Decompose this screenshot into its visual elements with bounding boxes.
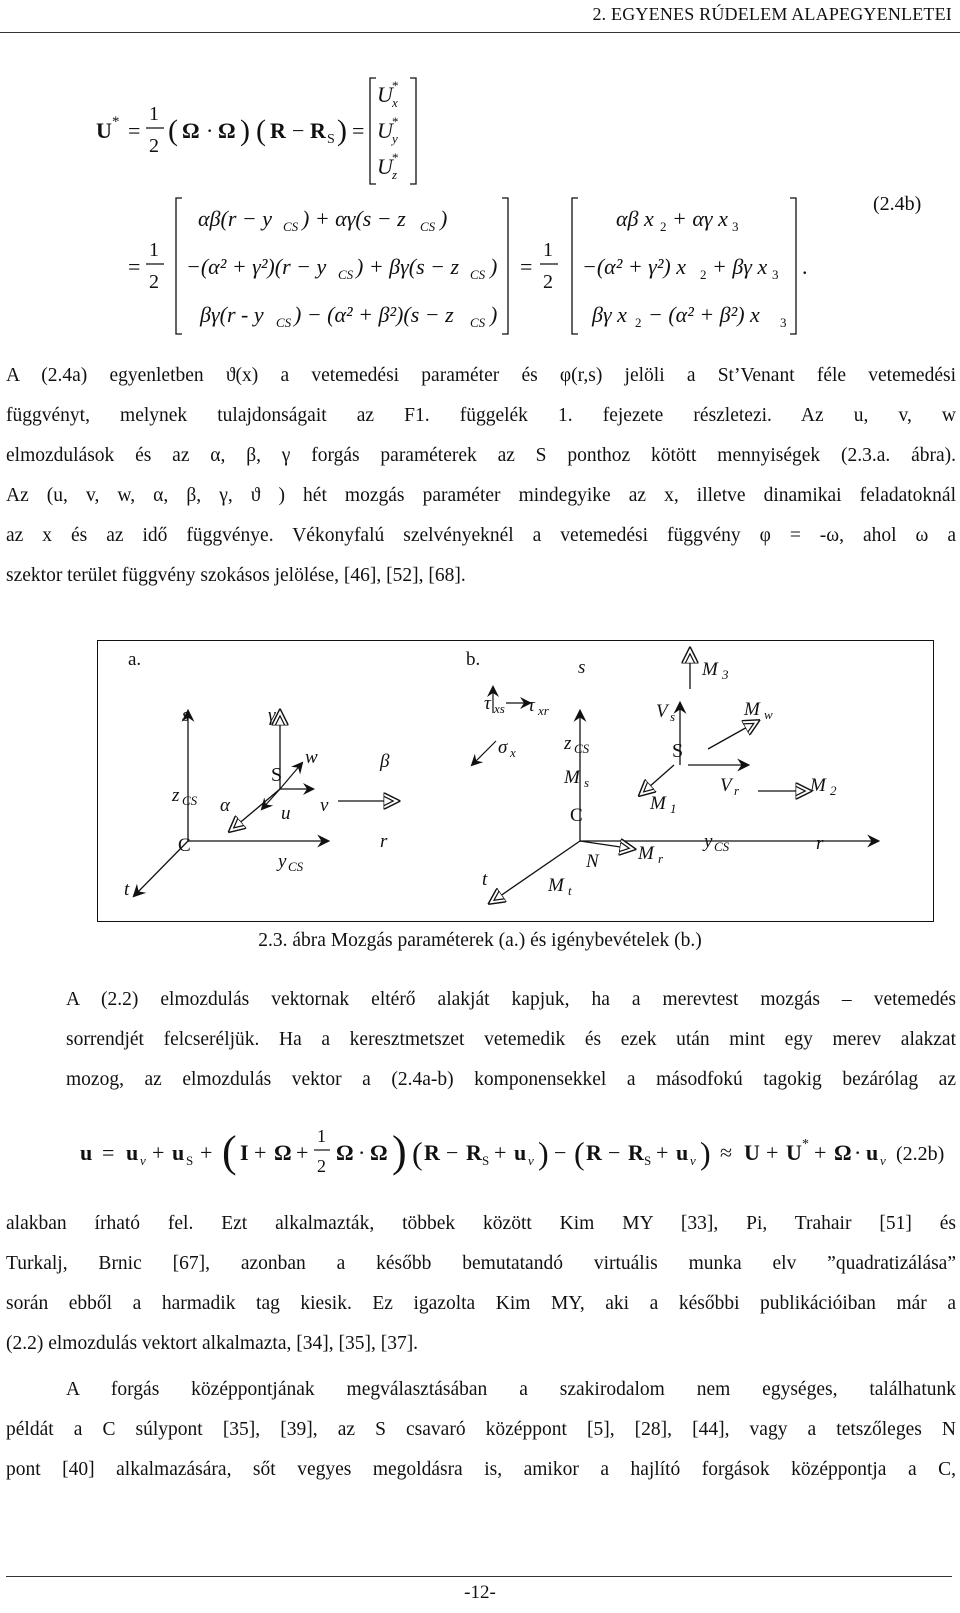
paragraph-1-line-3: elmozdulások és az α, β, γ forgás paraméterek az S ponthoz kötött mennyiségek (2.3.a. ábra).: [6, 445, 956, 466]
svg-text:CS: CS: [182, 793, 198, 808]
svg-text:V: V: [656, 701, 668, 722]
panel-b-axis-t: [490, 841, 580, 903]
svg-text:(: (: [574, 1135, 585, 1171]
panel-a-s: s: [182, 705, 190, 726]
svg-text:s: s: [584, 775, 590, 790]
svg-text:C: C: [178, 835, 191, 856]
svg-text:=: =: [102, 1140, 115, 1165]
svg-text:+: +: [200, 1140, 213, 1165]
paragraph-4: [6, 1370, 956, 1490]
eq1-rs: R: [310, 118, 326, 143]
svg-text:− (α² + β²) x: − (α² + β²) x: [648, 302, 760, 327]
svg-text:z: z: [392, 167, 398, 182]
running-header: [0, 0, 960, 34]
svg-text:t: t: [482, 869, 488, 890]
svg-text:·: ·: [358, 1140, 366, 1165]
paragraph-3: [6, 1204, 956, 1364]
eq1-equals-3: =: [128, 254, 141, 279]
panel-a-rot-alpha: [230, 789, 280, 831]
svg-text:1: 1: [149, 239, 159, 261]
svg-text:s: s: [670, 709, 676, 724]
svg-text:z: z: [172, 785, 180, 806]
svg-text:t: t: [568, 883, 572, 898]
svg-text:V: V: [720, 775, 732, 796]
svg-text:y: y: [392, 131, 398, 146]
svg-text:CS: CS: [470, 315, 486, 330]
svg-text:+: +: [152, 1140, 165, 1165]
svg-text:M: M: [744, 699, 760, 720]
svg-text:+: +: [766, 1140, 779, 1165]
eq1-gen-row2: −(α² + γ²)(r − y: [186, 254, 327, 279]
eq1-paren-close: ): [240, 114, 250, 147]
eq1-uz: U: [377, 154, 393, 179]
svg-text:xr: xr: [538, 703, 549, 718]
eq1-uy: U: [377, 118, 393, 143]
svg-text:2: 2: [317, 1156, 326, 1176]
paragraph-4-line-1: A forgás középpontjának megválasztásában a szakirodalom nem egységes, találhatunk: [66, 1379, 956, 1400]
eq1-lhs-u: U: [96, 118, 112, 143]
figure-2-3-svg: [98, 641, 932, 920]
svg-text:u: u: [676, 1140, 689, 1165]
panel-a-disp-w: [280, 763, 302, 789]
svg-text:τ: τ: [528, 695, 535, 716]
header-rule: [0, 32, 960, 33]
svg-text:u: u: [866, 1140, 879, 1165]
svg-text:+ βγ x: + βγ x: [712, 254, 768, 279]
svg-text:u: u: [514, 1140, 527, 1165]
paragraph-3-line-3: során ebből a harmadik tag kiesik. Ez igazolta Kim MY, aki a későbbi publikációiban már a: [6, 1293, 956, 1314]
figure-caption: 2.3. ábra Mozgás paraméterek (a.) és igénybevételek (b.): [258, 930, 702, 951]
svg-text:S: S: [186, 1153, 194, 1168]
eq1-omega-2: Ω: [218, 118, 236, 143]
eq1-equals-1: =: [128, 118, 141, 143]
svg-text:): ): [700, 1135, 711, 1171]
eq2-label: (2.2b): [896, 1143, 945, 1165]
svg-text:+: +: [656, 1140, 669, 1165]
svg-text:Ω: Ω: [336, 1140, 354, 1165]
eq1-ux: U: [377, 82, 393, 107]
svg-text:xs: xs: [494, 701, 505, 716]
svg-text:R: R: [466, 1140, 482, 1165]
svg-text:2: 2: [149, 271, 159, 293]
page-number: -12-: [464, 1582, 496, 1603]
figure-2-3: [97, 640, 934, 922]
svg-text:(: (: [412, 1135, 423, 1171]
svg-text:CS: CS: [714, 839, 730, 854]
svg-text:): ): [490, 302, 498, 327]
eq1-dot: ·: [206, 118, 214, 143]
svg-text:≈: ≈: [720, 1140, 733, 1165]
svg-text:R: R: [586, 1140, 602, 1165]
svg-text:I: I: [240, 1140, 249, 1165]
svg-text:w: w: [305, 747, 318, 768]
svg-text:S: S: [482, 1153, 490, 1168]
svg-text:u: u: [281, 803, 291, 824]
svg-text:u: u: [172, 1140, 185, 1165]
svg-text:z: z: [564, 733, 572, 754]
svg-text:) + βγ(s − z: ) + βγ(s − z: [356, 254, 460, 279]
svg-text:Ω: Ω: [274, 1140, 292, 1165]
svg-text:2: 2: [830, 783, 837, 798]
eq1-equals-2: =: [352, 118, 365, 143]
eq1-half-num: 1: [149, 103, 159, 125]
svg-text:−: −: [554, 1140, 567, 1165]
paragraph-1: [6, 356, 956, 596]
svg-text:R: R: [424, 1140, 440, 1165]
running-title: 2. EGYENES RÚDELEM ALAPEGYENLETEI: [592, 4, 952, 24]
eq1-label: (2.4b): [873, 193, 922, 215]
svg-text:C: C: [570, 805, 583, 826]
svg-text:S: S: [672, 740, 684, 762]
svg-text:1: 1: [317, 1126, 326, 1146]
svg-text:CS: CS: [338, 267, 354, 282]
equation-2-4b-svg: [90, 74, 950, 354]
svg-text:y: y: [704, 831, 713, 852]
svg-text:CS: CS: [574, 741, 590, 756]
svg-text:−: −: [446, 1140, 459, 1165]
svg-text:M: M: [638, 843, 654, 864]
svg-text:*: *: [392, 78, 399, 93]
svg-text:r: r: [380, 831, 388, 852]
svg-text:): ): [392, 1127, 407, 1176]
svg-text:3: 3: [772, 267, 779, 282]
eq1-paren-open: (: [168, 114, 178, 147]
svg-text:M: M: [548, 875, 564, 896]
svg-text:x: x: [510, 745, 516, 760]
svg-text:S: S: [644, 1153, 652, 1168]
paragraph-3-line-2: Turkalj, Brnic [67], azonban a később bemutatandó virtuális munka elv ”quadratizálása”: [6, 1253, 956, 1274]
eq1-half-den: 2: [149, 135, 159, 157]
svg-text:): ): [538, 1135, 549, 1171]
svg-text:v: v: [880, 1153, 886, 1168]
svg-text:α: α: [220, 795, 230, 816]
paragraph-1-line-4: Az (u, v, w, α, β, γ, ϑ ) hét mozgás paraméter mindegyike az x, illetve dinamikai feladatoknál: [6, 485, 956, 506]
svg-text:r: r: [816, 833, 824, 854]
equation-2-4b: [90, 74, 950, 354]
eq1-lhs-star: *: [112, 114, 120, 130]
paragraph-3-line-1: alakban írható fel. Ezt alkalmazták, többek között Kim MY [33], Pi, Trahair [51] és: [6, 1213, 956, 1234]
svg-text:Ω: Ω: [834, 1140, 852, 1165]
svg-text:−: −: [608, 1140, 621, 1165]
panel-b-label: b.: [466, 649, 481, 670]
svg-text:+: +: [296, 1140, 309, 1165]
paragraph-3-line-4: (2.2) elmozdulás vektort alkalmazta, [34], [35], [37].: [6, 1333, 419, 1354]
svg-text:y: y: [278, 851, 287, 872]
svg-text:M: M: [650, 793, 666, 814]
svg-text:(: (: [222, 1127, 237, 1176]
svg-text:3: 3: [722, 667, 729, 682]
svg-text:Ω: Ω: [370, 1140, 388, 1165]
svg-text:3: 3: [780, 315, 787, 330]
svg-text:1: 1: [670, 801, 677, 816]
svg-text:2: 2: [635, 315, 642, 330]
paragraph-1-line-5: az x és az idő függvénye. Vékonyfalú szelvényeknél a vetemedési függvény φ = -ω, ahol ω a: [6, 525, 956, 546]
panel-a-label: a.: [128, 649, 142, 670]
svg-text:+: +: [254, 1140, 267, 1165]
eq1-paren-close-2: ): [337, 114, 347, 147]
paragraph-2-line-1: A (2.2) elmozdulás vektornak eltérő alakját kapjuk, ha a merevtest mozgás – vetemedés: [66, 989, 956, 1010]
paragraph-1-line-1: A (2.4a) egyenletben ϑ(x) a vetemedési paraméter és φ(r,s) jelöli a St’Venant féle vetemedési: [6, 365, 956, 386]
eq1-gen-row1: αβ(r − y: [198, 206, 273, 231]
svg-text:β: β: [380, 751, 390, 772]
eq1-rs-sub: S: [327, 132, 335, 147]
paragraph-1-line-6: szektor terület függvény szokásos jelölése, [46], [52], [68].: [6, 565, 466, 586]
svg-text:M: M: [702, 659, 718, 680]
svg-text:w: w: [764, 707, 773, 722]
svg-text:) − (α² + β²)(s − z: ) − (α² + β²)(s − z: [294, 302, 454, 327]
svg-text:CS: CS: [288, 859, 304, 874]
svg-text:*: *: [802, 1137, 809, 1152]
eq1-r: R: [270, 118, 286, 143]
svg-text:τ: τ: [484, 693, 491, 714]
svg-text:N: N: [586, 851, 599, 872]
svg-text:CS: CS: [420, 219, 436, 234]
svg-text:u: u: [126, 1140, 139, 1165]
svg-text:r: r: [734, 783, 740, 798]
svg-text:v: v: [528, 1153, 534, 1168]
svg-text:): ): [440, 206, 448, 231]
svg-text:s: s: [578, 657, 586, 678]
svg-text:U: U: [744, 1140, 760, 1165]
svg-text:M: M: [564, 767, 580, 788]
eq1-spec-row2: −(α² + γ²) x: [582, 254, 687, 279]
paragraph-4-line-2: példát a C súlypont [35], [39], az S csavaró középpont [5], [28], [44], vagy a tetszőleges N: [6, 1419, 956, 1440]
svg-text:.: .: [802, 254, 808, 279]
paragraph-2: [6, 980, 956, 1100]
eq1-minus: −: [292, 118, 305, 143]
paragraph-2-line-2: sorrendjét felcseréljük. Ha a keresztmetszet vetemedik és ezek után mint egy merev alakzat: [66, 1029, 956, 1050]
svg-text:t: t: [124, 879, 130, 900]
svg-text:M: M: [810, 775, 826, 796]
svg-text:2: 2: [660, 219, 667, 234]
svg-text:): ): [490, 254, 498, 279]
paragraph-2-line-3: mozog, az elmozdulás vektor a (2.4a-b) komponensekkel a másodfokú tagokig bezárólag az: [66, 1069, 956, 1090]
eq1-spec-row3: βγ x: [592, 302, 627, 327]
svg-text:γ: γ: [268, 705, 276, 726]
svg-text:2: 2: [543, 271, 553, 293]
svg-text:+ αγ x: + αγ x: [672, 206, 728, 231]
svg-text:x: x: [392, 95, 398, 110]
svg-text:+: +: [494, 1140, 507, 1165]
svg-text:CS: CS: [470, 267, 486, 282]
svg-text:v: v: [690, 1153, 696, 1168]
svg-text:S: S: [271, 764, 283, 786]
eq1-gen-row3: βγ(r - y: [200, 302, 264, 327]
svg-text:r: r: [658, 851, 664, 866]
svg-text:CS: CS: [276, 315, 292, 330]
equation-2-2b: [80, 1118, 950, 1208]
svg-text:R: R: [628, 1140, 644, 1165]
svg-text:=: =: [520, 254, 533, 279]
eq1-omega-1: Ω: [182, 118, 200, 143]
svg-text:2: 2: [700, 267, 707, 282]
svg-text:v: v: [140, 1153, 146, 1168]
svg-text:CS: CS: [283, 219, 299, 234]
eq1-spec-row1: αβ x: [616, 206, 654, 231]
paragraph-4-line-3: pont [40] alkalmazására, sőt vegyes megoldásra is, amikor a hajlító forgások középpontja a C,: [6, 1459, 956, 1480]
svg-text:) + αγ(s − z: ) + αγ(s − z: [302, 206, 406, 231]
svg-text:σ: σ: [498, 737, 508, 758]
svg-text:+: +: [814, 1140, 827, 1165]
svg-text:*: *: [392, 114, 399, 129]
paragraph-1-line-2: függvényt, melynek tulajdonságait az F1. függelék 1. fejezete részletezi. Az u, v, w: [6, 405, 956, 426]
svg-text:*: *: [392, 150, 399, 165]
svg-text:1: 1: [543, 239, 553, 261]
svg-text:3: 3: [732, 219, 739, 234]
eq1-paren-open-2: (: [256, 114, 266, 147]
svg-text:·: ·: [854, 1140, 862, 1165]
svg-text:U: U: [786, 1140, 802, 1165]
panel-a-disp-u: [262, 789, 280, 809]
svg-text:v: v: [320, 795, 329, 816]
footer-rule: [6, 1576, 952, 1577]
equation-2-2b-svg: [80, 1118, 950, 1208]
svg-text:u: u: [80, 1140, 93, 1165]
